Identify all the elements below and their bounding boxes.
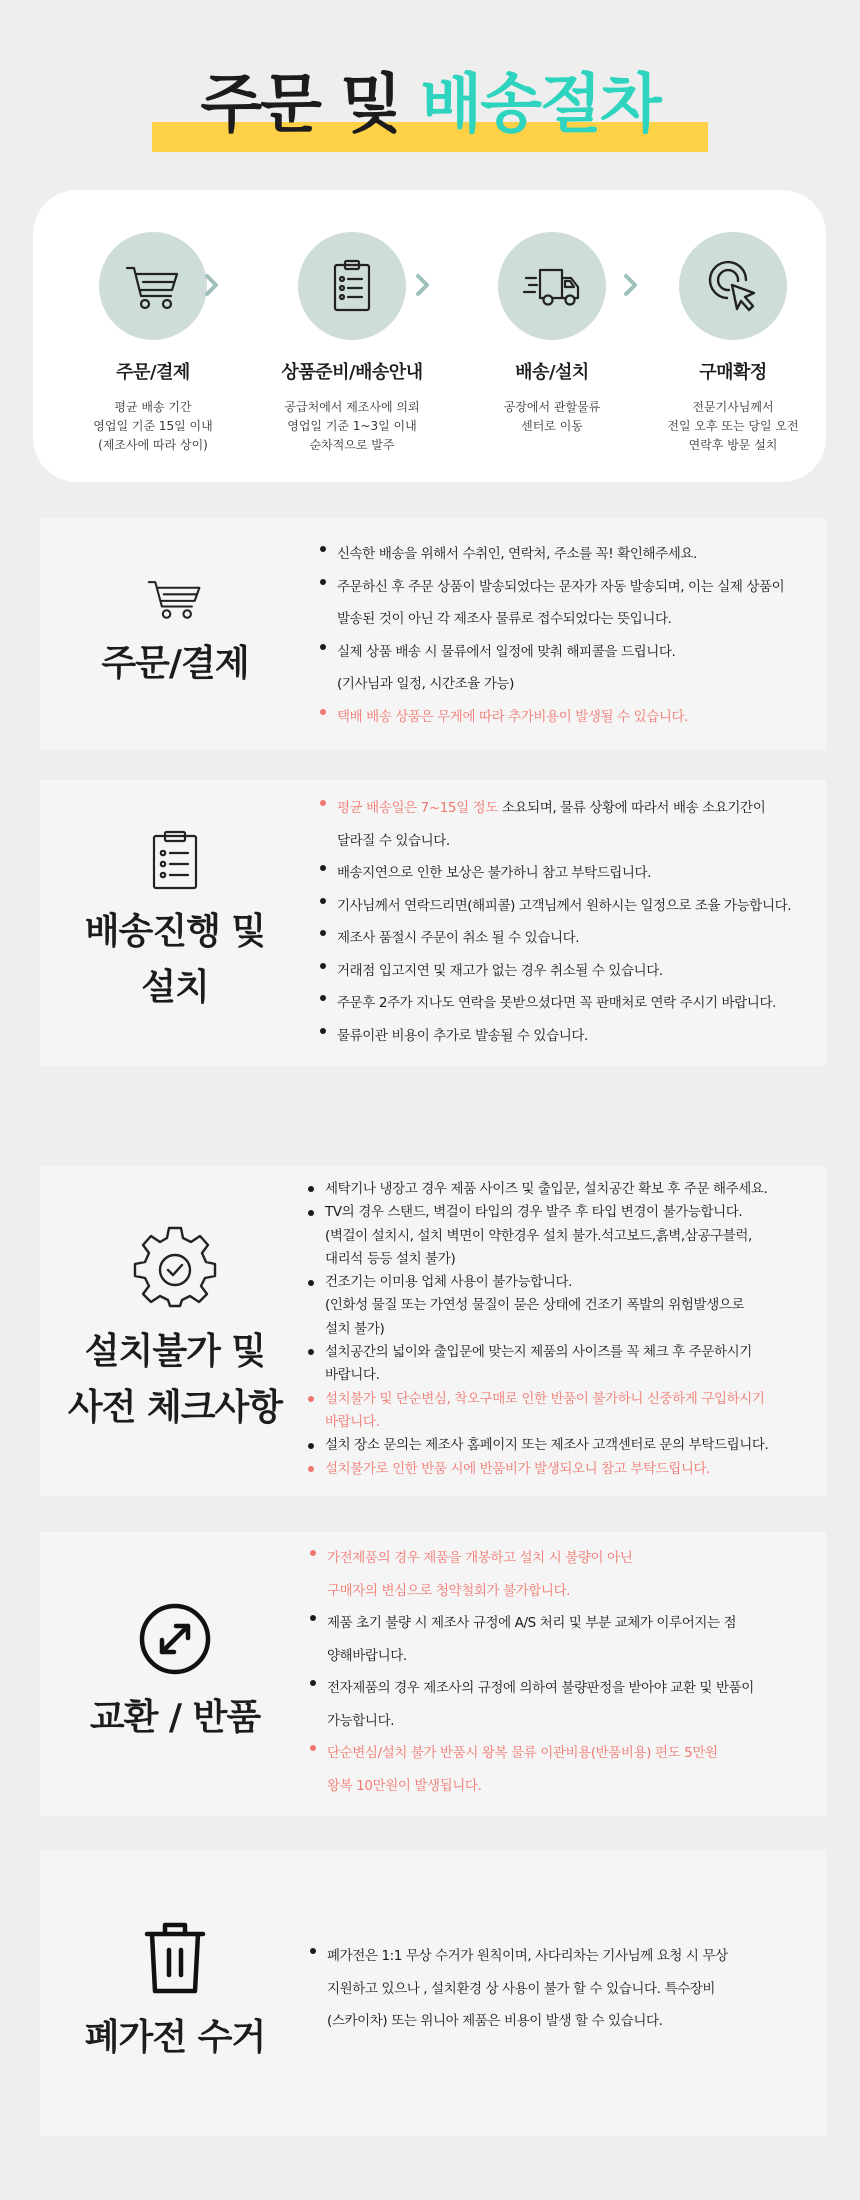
heading-line: 폐가전 수거 — [84, 2017, 266, 2058]
item-line: 발송된 것이 아닌 각 제조사 물류로 접수되었다는 뜻입니다. — [337, 611, 672, 627]
section-header — [40, 1850, 310, 2136]
step-desc-line: 순차적으로 발주 — [309, 438, 395, 452]
item-line: 구매자의 변심으로 청약철회가 불가합니다. — [327, 1582, 571, 1599]
list-item — [320, 857, 791, 890]
section-list — [310, 1542, 754, 1802]
step-desc-line: 평균 배송 기간 — [114, 400, 192, 414]
page-title-block — [0, 60, 860, 160]
step-purchase-confirm — [633, 232, 833, 455]
step-order-payment — [53, 232, 253, 455]
list-item — [308, 1341, 768, 1388]
list-item — [320, 987, 791, 1020]
list-item-warning — [320, 701, 784, 734]
step-title: 배송/설치 — [515, 362, 589, 383]
item-line: TV의 경우 스탠드, 벽걸이 타입의 경우 발주 후 타입 변경이 불가능합니다. — [325, 1204, 743, 1221]
step-preparation — [252, 232, 452, 455]
list-item — [320, 571, 784, 636]
item-line: (인화성 물질 또는 가연성 물질이 묻은 상태에 건조기 폭발의 위험발생으로 — [325, 1297, 745, 1314]
heading-line: 배송진행 및 — [84, 911, 266, 952]
section-header — [40, 518, 310, 750]
heading-line: 사전 체크사항 — [67, 1387, 283, 1428]
step-circle — [99, 232, 207, 340]
item-red-part: 평균 배송일은 7~15일 정도 — [337, 800, 498, 816]
item-line: (벽걸이 설치시, 설치 벽면이 약한경우 설치 불가.석고보드,흙벽,삼공구블럭, — [325, 1227, 752, 1244]
section-header — [40, 1532, 310, 1816]
item-line: 신속한 배송을 위해서 수취인, 연락처, 주소를 꼭! 확인해주세요. — [337, 546, 697, 562]
item-line: 양해바랍니다. — [327, 1647, 407, 1664]
step-description — [633, 398, 833, 455]
page-title — [0, 60, 860, 150]
list-item — [310, 1607, 754, 1672]
item-line: 설치 불가) — [325, 1320, 385, 1337]
list-item-warning — [308, 1388, 768, 1435]
item-line: 세탁기나 냉장고 경우 제품 사이즈 및 출입문, 설치공간 확보 후 주문 해주세요. — [325, 1181, 768, 1197]
item-line: 설치 장소 문의는 제조사 홈페이지 또는 제조사 고객센터로 문의 부탁드립니다. — [325, 1437, 769, 1454]
list-item — [308, 1434, 768, 1457]
step-circle — [298, 232, 406, 340]
section-heading — [101, 636, 248, 692]
item-line: 설치불가 및 단순변심, 착오구매로 인한 반품이 불가하니 신중하게 구입하시기 — [325, 1390, 765, 1407]
item-line: 달라질 수 있습니다. — [337, 832, 450, 849]
item-line: 주문후 2주가 지나도 연락을 못받으셨다면 꼭 판매처로 연락 주시기 바랍니다. — [337, 995, 776, 1011]
section-list — [308, 1178, 768, 1481]
list-item-warning — [308, 1458, 768, 1481]
list-item — [308, 1178, 768, 1201]
section-delivery-install — [40, 780, 826, 1066]
item-line: 기사님께서 연락드리면(해피콜) 고객님께서 원하시는 일정으로 조율 가능합니다. — [337, 897, 792, 914]
item-line: 설치불가로 인한 반품 시에 반품비가 발생되오니 참고 부탁드립니다. — [325, 1460, 711, 1477]
item-line: 단순변심/설치 불가 반품시 왕복 물류 이관비용(반품비용) 편도 5만원 — [327, 1745, 718, 1761]
item-line: 지원하고 있으나 , 설치환경 상 사용이 불가 할 수 있습니다. 특수장비 — [327, 1980, 716, 1997]
heading-line: 주문/결제 — [101, 643, 249, 684]
list-item — [320, 955, 791, 988]
truck-icon — [520, 254, 584, 318]
step-desc-line: 센터로 이동 — [521, 419, 583, 433]
item-line: 왕복 10만원이 발생됩니다. — [327, 1777, 482, 1794]
step-desc-line: 영업일 기준 15일 이내 — [93, 419, 213, 433]
section-install-checks — [40, 1166, 826, 1496]
list-item — [320, 922, 791, 955]
item-line: 거래점 입고지연 및 재고가 없는 경우 취소될 수 있습니다. — [337, 962, 663, 979]
exchange-arrows-icon — [138, 1602, 212, 1676]
heading-line: 교환 / 반품 — [89, 1697, 261, 1738]
step-circle — [498, 232, 606, 340]
item-line: 바랍니다. — [325, 1413, 380, 1430]
step-delivery-install — [452, 232, 652, 436]
item-line: 택배 배송 상품은 무게에 따라 추가비용이 발생될 수 있습니다. — [337, 708, 689, 725]
step-desc-line: 영업일 기준 1~3일 이내 — [287, 419, 417, 433]
list-item — [308, 1271, 768, 1341]
list-item — [308, 1201, 768, 1271]
item-line: 배송지연으로 인한 보상은 불가하니 참고 부탁드립니다. — [337, 865, 652, 881]
step-title: 구매확정 — [699, 362, 767, 383]
section-heading — [85, 904, 265, 1016]
item-line: (스카이차) 또는 위니아 제품은 비용이 발생 할 수 있습니다. — [327, 2013, 663, 2029]
item-line: 제품 초기 불량 시 제조사 규정에 A/S 처리 및 부분 교체가 이루어지는 점 — [327, 1615, 737, 1631]
step-desc-line: 전일 오후 또는 당일 오전 — [667, 419, 799, 433]
item-line: 물류이관 비용이 추가로 발송될 수 있습니다. — [337, 1027, 588, 1044]
heading-line: 설치 — [141, 967, 209, 1008]
list-item-warning — [310, 1737, 754, 1802]
cart-icon — [121, 254, 185, 318]
step-title: 상품준비/배송안내 — [281, 362, 423, 383]
section-list — [320, 792, 791, 1052]
list-item-warning — [310, 1542, 754, 1607]
item-line: 바랍니다. — [325, 1367, 380, 1384]
item-line: 폐가전은 1:1 무상 수거가 원칙이며, 사다리차는 기사님께 요청 시 무상 — [327, 1948, 728, 1964]
list-item-mixed — [320, 792, 791, 857]
page-title-accent: 배송절차 — [420, 68, 660, 142]
item-line: 대리석 등등 설치 불가) — [325, 1250, 456, 1267]
page-title-dark: 주문 및 — [200, 68, 401, 142]
step-desc-line: 연락후 방문 설치 — [688, 438, 778, 452]
step-desc-line: 공장에서 관할물류 — [503, 400, 601, 414]
item-line: 주문하신 후 주문 상품이 발송되었다는 문자가 자동 발송되며, 이는 실제 상품이 — [337, 578, 785, 595]
step-desc-line: (제조사에 따라 상이) — [98, 438, 208, 452]
section-heading — [85, 2010, 265, 2066]
clipboard-icon — [320, 254, 384, 318]
section-appliance-disposal — [40, 1850, 826, 2136]
step-circle — [679, 232, 787, 340]
item-line — [337, 792, 791, 825]
section-heading — [68, 1324, 282, 1436]
step-description — [452, 398, 652, 436]
cart-icon — [145, 576, 205, 622]
clipboard-icon — [150, 830, 200, 890]
section-header — [40, 780, 310, 1066]
chevron-right-icon — [410, 270, 434, 300]
section-header — [40, 1166, 310, 1496]
gear-check-icon — [133, 1226, 217, 1310]
chevron-right-icon — [199, 270, 223, 300]
list-item — [310, 1672, 754, 1737]
section-list — [320, 538, 784, 733]
step-title: 주문/결제 — [116, 362, 190, 383]
item-line: 가전제품의 경우 제품을 개봉하고 설치 시 불량이 아닌 — [327, 1550, 633, 1566]
item-line: 설치공간의 넓이와 출입문에 맞는지 제품의 사이즈를 꼭 체크 후 주문하시기 — [325, 1344, 752, 1361]
step-description — [53, 398, 253, 455]
item-line: (기사님과 일정, 시간조율 가능) — [337, 676, 514, 692]
item-line: 전자제품의 경우 제조사의 규정에 의하여 불량판정을 받아야 교환 및 반품이 — [327, 1680, 754, 1696]
item-line: 실제 상품 배송 시 물류에서 일정에 맞춰 해피콜을 드립니다. — [337, 643, 676, 660]
step-description — [252, 398, 452, 455]
list-item — [320, 538, 784, 571]
section-list — [310, 1940, 728, 2038]
heading-line: 설치불가 및 — [84, 1331, 266, 1372]
list-item — [310, 1940, 728, 2038]
list-item — [320, 636, 784, 701]
list-item — [320, 1020, 791, 1053]
step-desc-line: 전문기사님께서 — [692, 400, 774, 414]
trash-icon — [143, 1920, 207, 1996]
section-heading — [90, 1690, 260, 1746]
step-desc-line: 공급처에서 제조사에 의뢰 — [284, 400, 420, 414]
section-exchange-return — [40, 1532, 826, 1816]
section-order-payment — [40, 518, 826, 750]
item-line: 제조사 품절시 주문이 취소 될 수 있습니다. — [337, 930, 580, 946]
cursor-click-icon — [701, 254, 765, 318]
item-line: 가능합니다. — [327, 1712, 395, 1729]
process-steps-card — [33, 190, 826, 482]
list-item — [320, 890, 791, 923]
item-line: 건조기는 이미용 업체 사용이 불가능합니다. — [325, 1274, 572, 1291]
item-dark-part: 소요되며, 물류 상황에 따라서 배송 소요기간이 — [497, 800, 766, 816]
